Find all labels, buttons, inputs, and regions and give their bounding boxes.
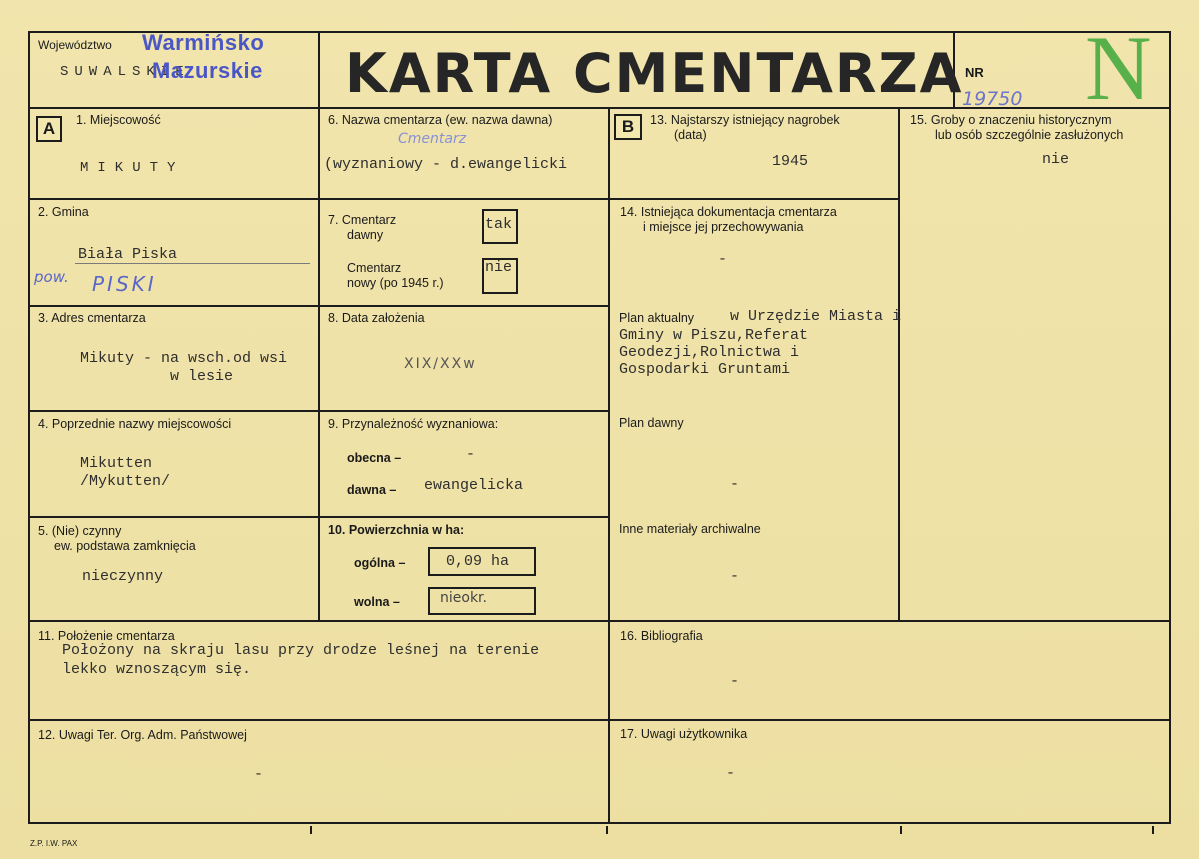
row-line-6 xyxy=(28,719,1171,721)
stamp-line-2: Mazurskie xyxy=(152,58,263,83)
f1-label: 1. Miejscowość xyxy=(76,113,161,127)
f10-wolna-label: wolna – xyxy=(354,595,400,609)
f17-value: - xyxy=(726,765,736,782)
inne-materialy-value: - xyxy=(730,568,740,585)
row-line-b1 xyxy=(608,198,900,200)
f10-wolna-value: nieokr. xyxy=(440,590,487,606)
f7-box-dawny-value: tak xyxy=(485,216,513,233)
f4-value-line-1: Mikutten xyxy=(80,455,153,472)
stamp-line-1: Warmińsko xyxy=(142,30,265,55)
plan-dawny-value: - xyxy=(730,476,740,493)
f7-box-nowy-value: nie xyxy=(485,259,513,276)
f5-label-line-1: 5. (Nie) czynny xyxy=(38,524,122,538)
f6-label: 6. Nazwa cmentarza (ew. nazwa dawna) xyxy=(328,113,553,127)
f4-value-line-2: /Mykutten/ xyxy=(80,473,171,490)
f10-ogolna-label: ogólna – xyxy=(354,556,406,570)
f14-label-line-1: 14. Istniejąca dokumentacja cmentarza xyxy=(620,205,837,219)
f2-value: Biała Piska xyxy=(78,246,178,263)
inne-materialy-label: Inne materiały archiwalne xyxy=(619,522,761,536)
plan-dawny-label: Plan dawny xyxy=(619,416,684,430)
f16-label: 16. Bibliografia xyxy=(620,629,703,643)
f3-value-line-1: Mikuty - na wsch.od wsi xyxy=(80,350,288,367)
f15-value: nie xyxy=(1042,151,1070,168)
f6-value: (wyznaniowy - d.ewangelicki xyxy=(324,156,568,173)
f7-label-2-line-2: nowy (po 1945 r.) xyxy=(347,276,444,290)
page-title: KARTA CMENTARZA xyxy=(345,42,964,105)
nr-value: 19750 xyxy=(962,88,1023,110)
col-divider-1 xyxy=(318,107,320,622)
f11-label: 11. Położenie cmentarza xyxy=(38,629,175,643)
tick-mark-2 xyxy=(606,826,608,834)
f13-value: 1945 xyxy=(772,153,809,170)
f12-label: 12. Uwagi Ter. Org. Adm. Państwowej xyxy=(38,728,247,742)
tick-mark-1 xyxy=(310,826,312,834)
nr-label: NR xyxy=(965,65,984,80)
plan-aktualny-line-4: Gospodarki Gruntami xyxy=(619,361,791,378)
f3-label: 3. Adres cmentarza xyxy=(38,311,146,325)
plan-aktualny-label: Plan aktualny xyxy=(619,311,695,325)
f6-hand: Cmentarz xyxy=(398,131,467,147)
row-line-5 xyxy=(28,620,1171,622)
row-line-1 xyxy=(28,198,610,200)
f15-label-line-1: 15. Groby o znaczeniu historycznym xyxy=(910,113,1112,127)
f11-value-line-2: lekko wznoszącym się. xyxy=(62,661,252,678)
f2-hand-prefix: pow. xyxy=(34,268,69,286)
row-line-3 xyxy=(28,410,610,412)
wojewodztwo-label: Województwo xyxy=(38,38,112,52)
plan-aktualny-line-3: Geodezji,Rolnictwa i xyxy=(619,344,800,361)
f12-value: - xyxy=(254,766,264,783)
f3-value-line-2: w lesie xyxy=(170,368,234,385)
section-b-marker: B xyxy=(614,114,642,140)
f7-label-1-line-2: dawny xyxy=(347,228,384,242)
f11-value-line-1: Położony na skraju lasu przy drodze leśnej na terenie xyxy=(62,642,540,659)
tick-mark-4 xyxy=(1152,826,1154,834)
big-letter-n: N xyxy=(1085,17,1152,119)
header-divider-1 xyxy=(318,31,320,109)
f1-value: MIKUTY xyxy=(80,160,185,176)
section-a-marker: A xyxy=(36,116,62,142)
printer-mark: Z.P. I.W. PAX xyxy=(30,839,78,848)
f8-hand: XIX/XXw xyxy=(404,356,477,372)
f15-label-line-2: lub osób szczególnie zasłużonych xyxy=(935,128,1124,142)
f9-dawna-value: ewangelicka xyxy=(424,477,524,494)
f2-label: 2. Gmina xyxy=(38,205,89,219)
frame-bottom xyxy=(28,822,1171,824)
f13-label-line-1: 13. Najstarszy istniejący nagrobek xyxy=(650,113,840,127)
f2-hand-value: PISKI xyxy=(92,272,157,296)
f9-label: 9. Przynależność wyznaniowa: xyxy=(328,417,499,431)
wojewodztwo-typed: SUWALSKIE xyxy=(60,64,190,80)
col-divider-2 xyxy=(608,107,610,824)
f7-label-1-line-1: 7. Cmentarz xyxy=(328,213,397,227)
f5-value: nieczynny xyxy=(82,568,164,585)
f17-label: 17. Uwagi użytkownika xyxy=(620,727,748,741)
f16-value: - xyxy=(730,673,740,690)
f5-label-line-2: ew. podstawa zamknięcia xyxy=(54,539,196,553)
f14-label-line-2: i miejsce jej przechowywania xyxy=(643,220,804,234)
row-line-2 xyxy=(28,305,610,307)
col-divider-3 xyxy=(898,107,900,622)
f10-ogolna-value: 0,09 ha xyxy=(446,553,510,570)
frame-left xyxy=(28,31,30,824)
row-line-4 xyxy=(28,516,610,518)
f9-obecna-value: - xyxy=(466,446,476,463)
f4-label: 4. Poprzednie nazwy miejscowości xyxy=(38,417,232,431)
f14-value: - xyxy=(718,251,728,268)
f9-obecna-label: obecna – xyxy=(347,451,402,465)
f8-label: 8. Data założenia xyxy=(328,311,425,325)
plan-aktualny-line-1: w Urzędzie Miasta i xyxy=(730,308,902,325)
f7-label-2-line-1: Cmentarz xyxy=(347,261,402,275)
frame-right xyxy=(1169,31,1171,824)
plan-aktualny-line-2: Gminy w Piszu,Referat xyxy=(619,327,809,344)
gmina-underline xyxy=(75,263,310,264)
f10-label: 10. Powierzchnia w ha: xyxy=(328,523,465,537)
f13-label-line-2: (data) xyxy=(674,128,707,142)
f9-dawna-label: dawna – xyxy=(347,483,397,497)
tick-mark-3 xyxy=(900,826,902,834)
